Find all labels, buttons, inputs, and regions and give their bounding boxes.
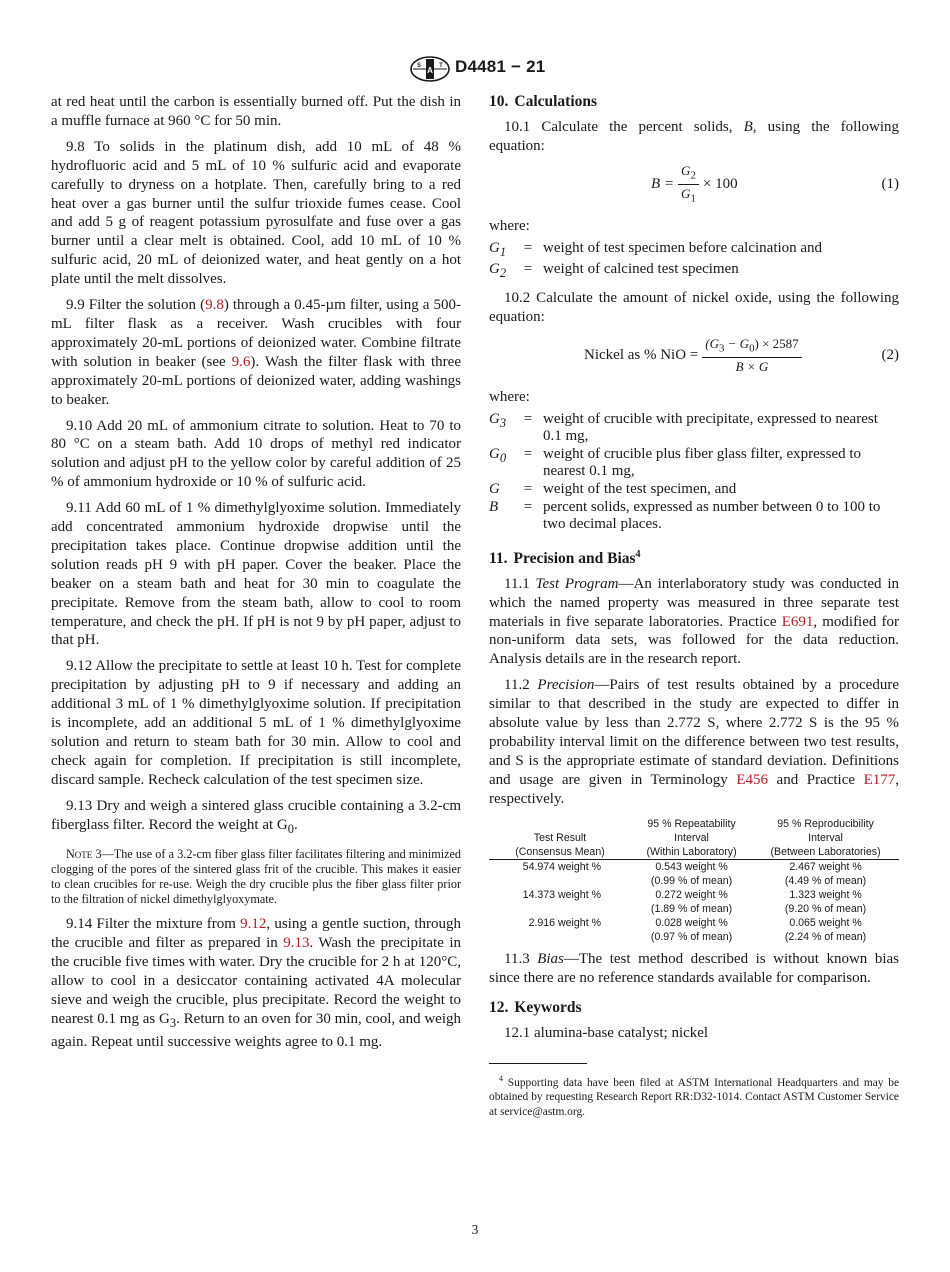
link-e691[interactable]: E691 (781, 613, 814, 630)
table-row: 14.373 weight % 0.272 weight % 1.323 weight % (522, 888, 862, 901)
definition-row: B = percent solids, expressed as number between 0 to 100 to two decimal places. (489, 498, 881, 533)
definition-row: $G_3$ = weight of crucible with precipitate, expressed to nearest 0.1 mg, (489, 410, 878, 445)
astm-logo-icon (409, 56, 451, 82)
paragraph-9-7-continued: at red heat until the carbon is essentially burned off. Put the dish in a muffle furnace at 960 °C for 50 min. (51, 94, 461, 129)
precision-table (489, 817, 899, 944)
link-e456[interactable]: E456 (736, 771, 768, 788)
footnote-divider (489, 1063, 587, 1064)
left-column (51, 93, 461, 1059)
paragraph-11-2: 11.2 Precision—Pairs of test results obtained by a procedure similar to that described in the study are expected to differ in absolute value by less than 2.772 S, where 2.772 S is the 95 % probability interval limit on the difference between two test results, and S is the appropriate estimate of standard deviation. Definitions and usage are given in Terminology E456 and Practice E177, respectively. (489, 677, 899, 807)
definition-row: G = weight of the test specimen, and (489, 480, 737, 497)
svg-text:A: A (427, 66, 433, 75)
page-number: 3 (471, 1222, 479, 1237)
paragraph-9-11: 9.11 Add 60 mL of 1 % dimethylglyoxime solution. Immediately add concentrated ammonium hydroxide dropwise until the precipitation takes place. Continue dropwise addition until the solution reads pH 9 with pH paper. Cover the beaker. Place the beaker on a steam bath and heat for 30 min to coagulate the precipitate. Remove from the steam bath, allow to cool to room temperature, and check the pH. If pH is not 9 by pH paper, adjust to that pH. (51, 500, 461, 649)
svg-text:T: T (439, 63, 443, 69)
footnote-4: $^4$ Supporting data have been filed at ASTM International Headquarters and may be obtained by requesting Research Report RR:D32-1014. Contact ASTM Customer Service at service@astm.org. (489, 1074, 899, 1118)
paragraph-10-1: 10.1 Calculate the percent solids, B, using the following equation: (489, 118, 899, 154)
paragraph-9-9: 9.9 Filter the solution (9.8) through a 0.45-µm filter, using a 500-mL filter flask as a receiver. Wash crucibles with four approximately 20-mL portions of deionized water. Combine filtrate with solution in beaker (see 9.6). Wash the filter flask with three approximately 20-mL portions of deionized water, adding washings to beaker. (51, 297, 461, 408)
section-12-heading: 12. Keywords (489, 999, 582, 1017)
equation-1: B = $\frac{G_2}{G_1}$ × 100 (1) (651, 162, 899, 205)
definition-row: $G_1$ = weight of test specimen before calcination and (489, 239, 823, 259)
table-row: (1.89 % of mean) (9.20 % of mean) (650, 902, 867, 915)
link-9-8[interactable]: 9.8 (205, 297, 224, 314)
paragraph-11-3: 11.3 Bias—The test method described is without known bias since there are no reference standards available for comparison. (489, 950, 899, 986)
equation-2: Nickel as % NiO = $\frac{(G_3 - G_0) \times 2587}{B \times G}$ (2) (584, 335, 899, 375)
variable-definitions-1 (489, 240, 822, 283)
paragraph-9-14: 9.14 Filter the mixture from 9.12, using a gentle suction, through the crucible and filter as prepared in 9.13. Wash the precipitate in the crucible five times with water. Dry the crucible for 2 h at 120°C, allow to cool in a desiccator containing activated 4A molecular sieve and weigh the crucible, plus precipitate. Record the weight to nearest 0.1 mg as $G_3$. Return to an oven for 30 min, cool, and weigh again. Repeat until successive weights agree to 0.1 mg. (51, 916, 462, 1050)
equation-number-1: (1) (881, 175, 899, 192)
table-header-row: 95 % Repeatability 95 % Reproducibility (647, 817, 874, 830)
link-9-13[interactable]: 9.13 (283, 935, 310, 952)
right-column (489, 93, 899, 1119)
where-label-2: where: (489, 388, 530, 405)
section-11-heading: 11. Precision and Bias$^4$ (489, 548, 641, 567)
note-label: Note 3 (66, 846, 102, 861)
paragraph-9-10: 9.10 Add 20 mL of ammonium citrate to solution. Heat to 70 to 80 °C on a steam bath. Add 10 drops of methyl red indicator solution and adjust pH to the yellow color by careful addition of 25 % of ammonium hydroxide or 10 % of sulfuric acid. (51, 417, 461, 491)
paragraph-10-2: 10.2 Calculate the amount of nickel oxide, using the following equation: (489, 289, 899, 325)
document-designation: D4481 − 21 (455, 57, 546, 76)
where-label-1: where: (489, 217, 530, 234)
section-10-heading: 10. Calculations (489, 93, 598, 110)
paragraph-9-8: 9.8 To solids in the platinum dish, add 10 mL of 48 % hydrofluoric acid and 5 mL of 10 % sulfuric acid and evaporate carefully to dryness on a hotplate. Then, carefully bring to a red heat over a gas burner until the sulfur trioxide fumes cease. Cool and add 5 g of reagent potassium pyrosulfate and fuse over a gas burner until a clear melt is obtained. Cool, add 10 mL of 10 % sulfuric acid, 20 mL of deionized water, and heat gently on a hot plate until the melt dissolves. (51, 138, 461, 288)
paragraph-9-12: 9.12 Allow the precipitate to settle at least 10 h. Test for complete precipitation by adjusting pH to 9 if necessary and adding an additional 3 mL of 1 % dimethylglyoxime solution. If precipitation is incomplete, add an additional 5 mL of 1 % dimethylglyoxime solution and return to steam bath for 30 min. Allow to cool and check again for completion. If precipitation is still incomplete, discard sample. Recheck calculation of the test specimen size. (51, 658, 461, 788)
table-row: 2.916 weight % 0.028 weight % 0.065 weight % (528, 916, 862, 929)
paragraph-12-1: 12.1 alumina-base catalyst; nickel (504, 1025, 709, 1042)
variable-definitions-2 (489, 411, 899, 534)
paragraph-9-13: 9.13 Dry and weigh a sintered glass crucible containing a 3.2-cm fiberglass filter. Record the weight at $G_0$. (51, 797, 461, 836)
link-9-12[interactable]: 9.12 (240, 916, 267, 933)
table-row: 54.974 weight % 0.543 weight % 2.467 weight % (522, 860, 862, 873)
link-9-6[interactable]: 9.6 (231, 353, 251, 370)
table-header-row: Test Result Interval Interval (533, 831, 843, 844)
table-row: (0.97 % of mean) (2.24 % of mean) (650, 930, 867, 943)
definition-row: $G_0$ = weight of crucible plus fiber glass filter, expressed to nearest 0.1 mg, (489, 445, 862, 480)
paragraph-11-1: 11.1 Test Program—An interlaboratory study was conducted in which the named property was measured in three separate test materials in five separate laboratories. Practice E691, modified for non-uniform data sets, was followed for the data reduction. Analysis details are in the research report. (489, 575, 900, 668)
svg-text:S: S (416, 63, 422, 69)
table-row: (0.99 % of mean) (4.49 % of mean) (650, 874, 867, 887)
definition-row: $G_2$ = weight of calcined test specimen (489, 261, 739, 281)
equation-number-2: (2) (881, 346, 899, 363)
page-header (0, 56, 950, 82)
table-header-row: (Consensus Mean) (Within Laboratory) (Between Laboratories) (489, 845, 899, 860)
link-e177[interactable]: E177 (863, 771, 896, 788)
note-3: Note 3—The use of a 3.2-cm fiber glass filter facilitates filtering and minimized clogging of the pores of the sintered glass frit of the crucible. This makes it easier to clean crucibles for re-use. Weigh the dry crucible plus the fiber glass filter prior to the filtration of nickel dimethylglyoxymate. (51, 846, 461, 907)
